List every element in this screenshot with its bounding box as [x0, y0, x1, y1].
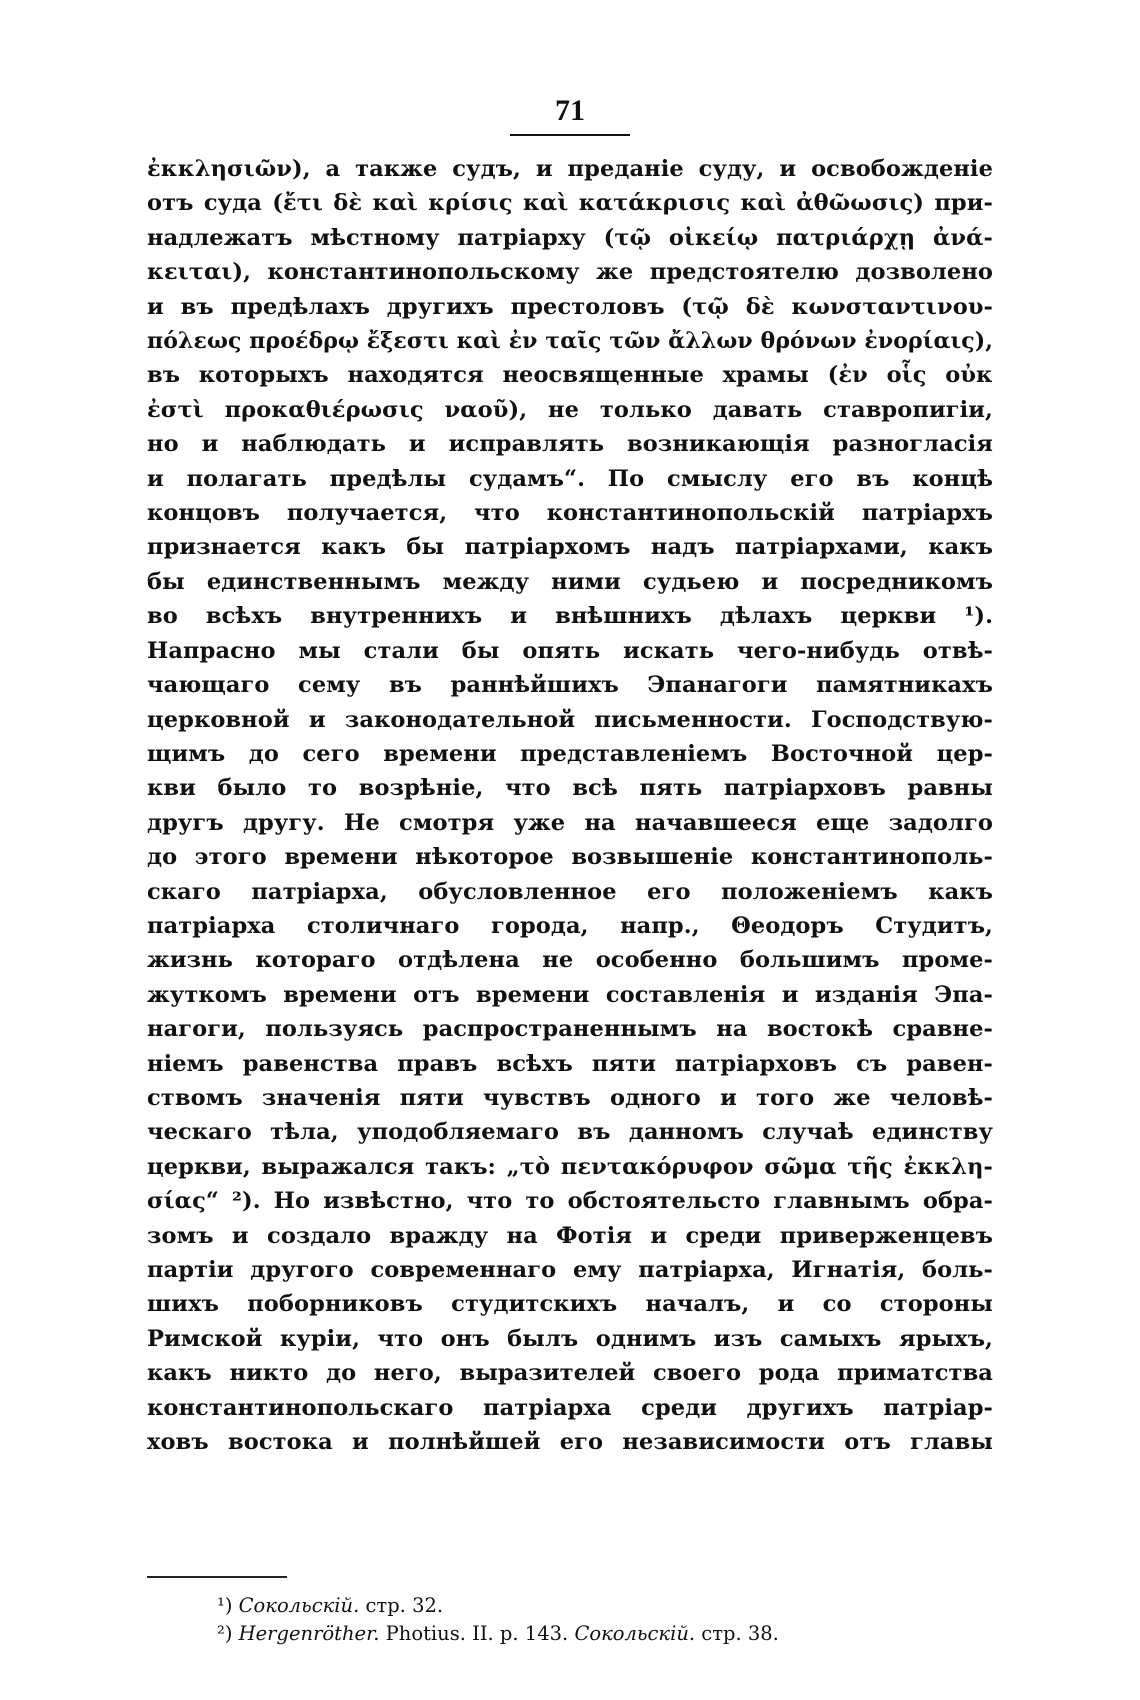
- text-line: ἐκκλησιῶν), а также судъ, и преданіе суду, и освобожденіе: [147, 156, 993, 182]
- text-line: отъ суда (ἔτι δὲ καὶ κρίσις καὶ κατάκρισις καὶ ἀθῶωσις) при-: [147, 190, 993, 217]
- text-line: жуткомъ времени отъ времени составленія и изданія Эпа-: [147, 981, 993, 1008]
- text-line: надлежатъ мѣстному патріарху (τῷ οἰκείῳ πατριάρχῃ ἀνά-: [147, 224, 993, 251]
- text-line: ствомъ значенія пяти чувствъ одного и того же человѣ-: [147, 1084, 993, 1111]
- footnote-reference: стр. 38.: [701, 1621, 779, 1645]
- text-line: πόλεως προέδρῳ ἔξεστι καὶ ἐν ταῖς τῶν ἄλλων θρόνων ἐνορίαις),: [147, 328, 993, 355]
- page-number: 71: [555, 94, 585, 127]
- text-line: и полагать предѣлы судамъ“. По смыслу его въ концѣ: [147, 465, 993, 492]
- text-line: скаго патріарха, обусловленное его положеніемъ какъ: [147, 878, 993, 905]
- text-line: Напрасно мы стали бы опять искать чего-нибудь отвѣ-: [147, 637, 993, 664]
- text-line: признается какъ бы патріархомъ надъ патріархами, какъ: [147, 534, 993, 561]
- footnote-rule: [147, 1576, 287, 1578]
- footnotes: [147, 1576, 993, 1648]
- footnote-author: Сокольскій.: [574, 1621, 696, 1645]
- footnote-author: Сокольскій.: [238, 1593, 360, 1617]
- text-line: другъ другу. Не смотря уже на начавшееся еще задолго: [147, 809, 993, 836]
- text-line: но и наблюдать и исправлять возникающія разногласія: [147, 431, 993, 458]
- footnote-1: [147, 1592, 993, 1620]
- text-line: концовъ получается, что константинопольскій патріархъ: [147, 500, 993, 527]
- text-line: нагоги, пользуясь распространеннымъ на востокѣ сравне-: [147, 1016, 993, 1043]
- text-line: ἐστὶ προκαθιέρωσις ναοῦ), не только давать ставропигіи,: [147, 396, 993, 423]
- footnote-mark: ¹): [217, 1593, 233, 1617]
- text-line: и въ предѣлахъ другихъ престоловъ (τῷ δὲ κωνσταντινου-: [147, 293, 993, 320]
- text-line: щимъ до сего времени представленіемъ Восточной цер-: [147, 740, 993, 767]
- text-line: жизнь котораго отдѣлена не особенно большимъ проме-: [147, 947, 993, 974]
- text-line: Римской куріи, что онъ былъ однимъ изъ самыхъ ярыхъ,: [147, 1325, 993, 1352]
- text-line: шихъ поборниковъ студитскихъ началъ, и со стороны: [147, 1291, 993, 1318]
- header-rule: [510, 134, 630, 136]
- text-line: σίας“ ²). Но извѣстно, что то обстоятельсто главнымъ обра-: [147, 1188, 993, 1215]
- footnote-2: [147, 1620, 993, 1648]
- footnote-reference: Photius. II. p. 143.: [385, 1621, 569, 1645]
- text-line: какъ никто до него, выразителей своего рода приматства: [147, 1360, 993, 1387]
- footnote-reference: стр. 32.: [365, 1593, 444, 1617]
- page-header: [0, 96, 1140, 136]
- text-line: въ которыхъ находятся неосвященные храмы (ἐν οἷς οὐκ: [147, 362, 993, 389]
- footnote-author: Hergenröther.: [238, 1621, 380, 1645]
- text-line: ческаго тѣла, уподобляемаго въ данномъ случаѣ единству: [147, 1119, 993, 1146]
- text-line: константинопольскаго патріарха среди другихъ патріар-: [147, 1394, 993, 1421]
- text-line: ніемъ равенства правъ всѣхъ пяти патріарховъ съ равен-: [147, 1050, 993, 1077]
- text-line: зомъ и создало вражду на Фотія и среди приверженцевъ: [147, 1222, 993, 1249]
- text-line: до этого времени нѣкоторое возвышеніе константинополь-: [147, 844, 993, 871]
- text-line: κειται), константинопольскому же предстоятелю дозволено: [147, 259, 993, 286]
- text-line: церкви, выражался такъ: „τὸ πεντακόρυφον σῶμα τῆς ἐκκλη-: [147, 1153, 993, 1180]
- body-text: [147, 152, 993, 1459]
- text-line: партіи другого современнаго ему патріарха, Игнатія, боль-: [147, 1257, 993, 1283]
- text-line: патріарха столичнаго города, напр., Θеодоръ Студитъ,: [147, 912, 993, 939]
- footnote-mark: ²): [217, 1621, 233, 1645]
- text-line: бы единственнымъ между ними судьею и посредникомъ: [147, 568, 993, 595]
- text-line: церковной и законодательной письменности. Господствую-: [147, 706, 993, 733]
- text-line: чающаго сему въ раннѣйшихъ Эпанагоги памятникахъ: [147, 672, 993, 699]
- text-line: ховъ востока и полнѣйшей его независимости отъ главы: [147, 1429, 993, 1456]
- text-line: во всѣхъ внутреннихъ и внѣшнихъ дѣлахъ церкви ¹).: [147, 603, 993, 630]
- text-line: кви было то возрѣніе, что всѣ пять патріарховъ равны: [147, 775, 993, 802]
